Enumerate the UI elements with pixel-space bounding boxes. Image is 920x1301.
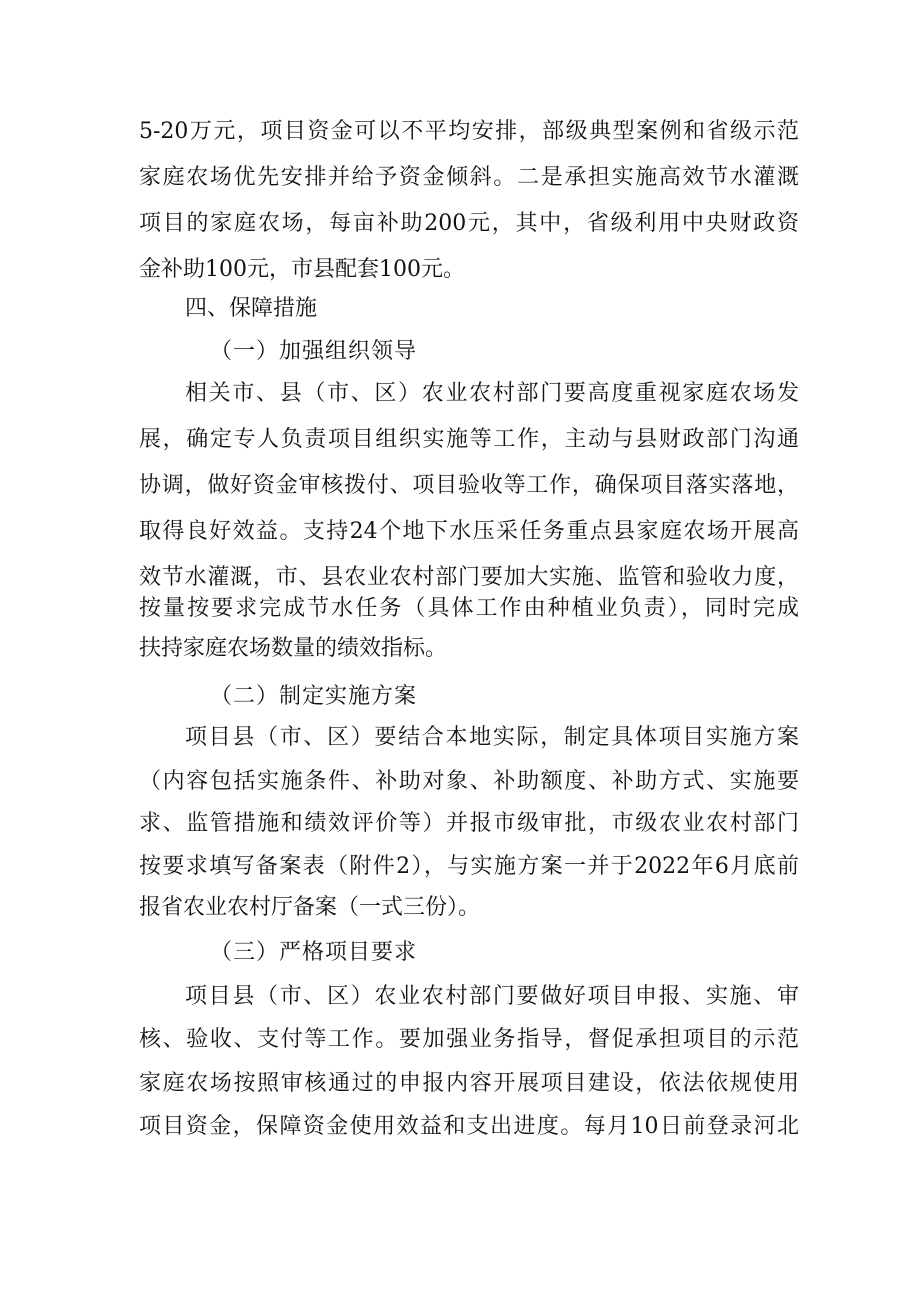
subsection-heading: （一）加强组织领导 (210, 339, 418, 364)
body-text-line: 5-20万元，项目资金可以不平均安排，部级典型案例和省级示范 (139, 119, 799, 144)
body-text-line: 项目的家庭农场，每亩补助200元，其中，省级利用中央财政资 (139, 211, 799, 236)
body-text-line: （内容包括实施条件、补助对象、补助额度、补助方式、实施要 (139, 769, 799, 794)
body-text-line: 展，确定专人负责项目组织实施等工作，主动与县财政部门沟通 (139, 427, 799, 452)
subsection-heading: （二）制定实施方案 (210, 684, 418, 709)
body-text-line: 报省农业农村厅备案（一式三份）。 (139, 895, 481, 920)
body-text-line: 核、验收、支付等工作。要加强业务指导，督促承担项目的示范 (139, 1027, 799, 1052)
body-text-line: 金补助100元，市县配套100元。 (139, 257, 465, 282)
body-text-line: 家庭农场按照审核通过的申报内容开展项目建设，依法依规使用 (139, 1071, 799, 1096)
body-text-line: 相关市、县（市、区）农业农村部门要高度重视家庭农场发 (185, 381, 799, 406)
body-text-line: 效节水灌溉，市、县农业农村部门要加大实施、监管和验收力度， (139, 565, 799, 590)
section-heading: 四、保障措施 (185, 296, 318, 321)
body-text-line: 求、监管措施和绩效评价等）并报市级审批，市级农业农村部门 (139, 811, 799, 836)
body-text-line: 项目县（市、区）要结合本地实际，制定具体项目实施方案 (185, 725, 799, 750)
body-text-line: 按要求填写备案表（附件2），与实施方案一并于2022年6月底前 (139, 854, 799, 879)
body-text-line: 家庭农场优先安排并给予资金倾斜。二是承担实施高效节水灌溉 (139, 165, 799, 190)
body-text-line: 按量按要求完成节水任务（具体工作由种植业负责），同时完成 (139, 596, 799, 621)
body-text-line: 扶持家庭农场数量的绩效指标。 (139, 636, 448, 661)
body-text-line: 项目资金，保障资金使用效益和支出进度。每月10日前登录河北 (139, 1114, 799, 1139)
body-text-line: 项目县（市、区）农业农村部门要做好项目申报、实施、审 (185, 984, 799, 1009)
body-text-line: 取得良好效益。支持24个地下水压采任务重点县家庭农场开展高 (139, 519, 799, 544)
body-text-line: 协调，做好资金审核拨付、项目验收等工作，确保项目落实落地， (139, 473, 799, 498)
subsection-heading: （三）严格项目要求 (210, 940, 418, 965)
